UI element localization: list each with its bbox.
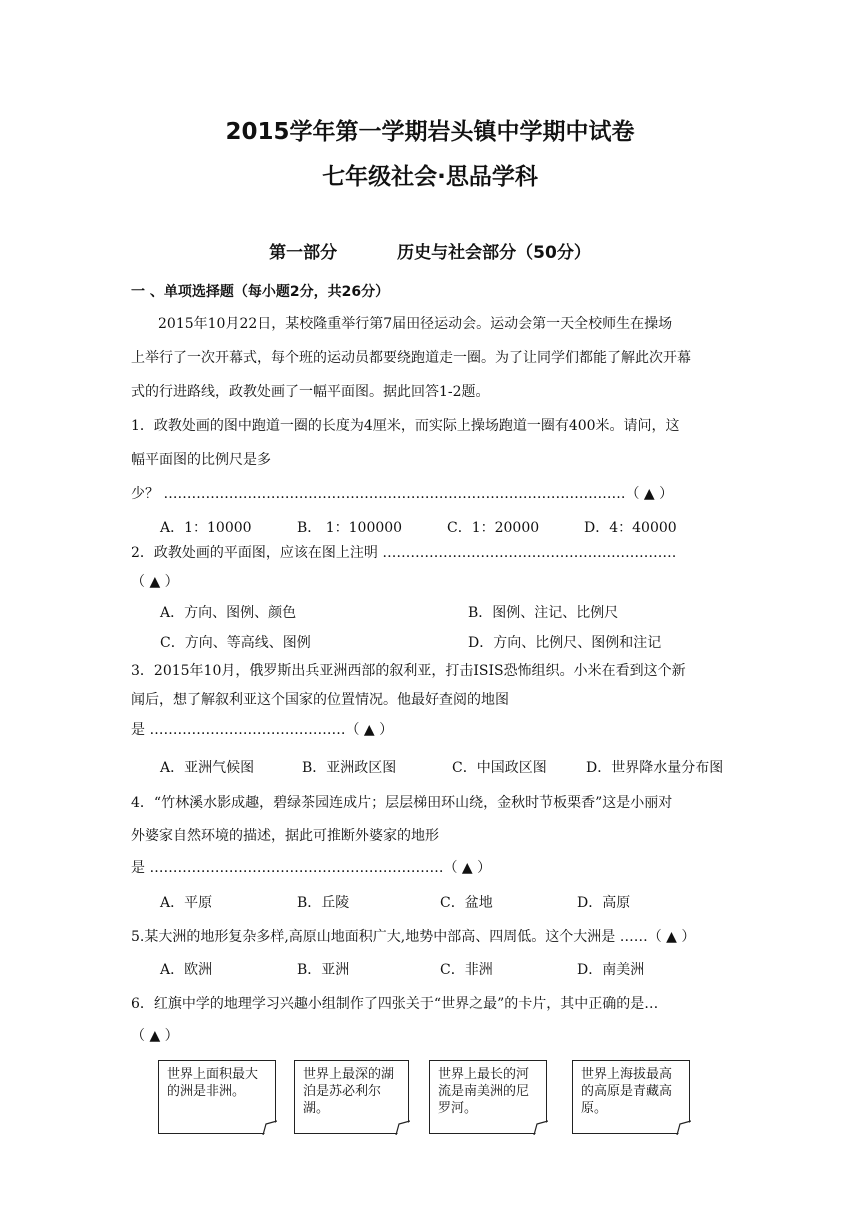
folded-corner-icon (675, 1119, 691, 1135)
question-1-option-b: B． 1：100000 (297, 520, 403, 536)
question-2-line: （ ▲ ） (131, 574, 179, 590)
question-3-option-b: B．亚洲政区图 (302, 760, 397, 776)
question-3-line: 闻后，想了解叙利亚这个国家的位置情况。他最好查阅的地图 (131, 692, 509, 708)
question-5-option-b: B．亚洲 (297, 962, 350, 978)
exam-title: 2015学年第一学期岩头镇中学期中试卷 (225, 119, 635, 145)
question-2-option-c: C．方向、等高线、图例 (160, 635, 311, 651)
question-2-option-a: A．方向、图例、颜色 (160, 605, 297, 621)
question-2-option-d: D．方向、比例尺、图例和注记 (468, 635, 662, 651)
exam-subtitle: 七年级社会·思品学科 (322, 164, 538, 190)
question-3-option-c: C．中国政区图 (452, 760, 547, 776)
question-5-option-c: C．非洲 (440, 962, 493, 978)
question-1-option-a: A．1：10000 (160, 520, 252, 536)
world-fact-card-b (294, 1060, 409, 1134)
question-3-line: 3．2015年10月，俄罗斯出兵亚洲西部的叙利亚，打击ISIS恐怖组织。小米在看到这个新 (131, 663, 686, 679)
question-4-option-a: A．平原 (160, 895, 213, 911)
question-1-line: 少？ ………………………………………………………………………………………（ ▲ ） (131, 486, 674, 502)
question-4-option-c: C．盆地 (440, 895, 493, 911)
question-1-option-c: C．1：20000 (447, 520, 540, 536)
question-4-line: 是 ………………………………………………………（ ▲ ） (131, 860, 492, 876)
part-description: 历史与社会部分（50分） (397, 243, 591, 263)
folded-corner-icon (532, 1119, 548, 1135)
folded-corner-icon (261, 1119, 277, 1135)
question-4-line: 4．“竹林溪水影成趣，碧绿茶园连成片；层层梯田环山绕，金秋时节板栗香”这是小丽对 (131, 795, 673, 811)
question-2-line: 2．政教处画的平面图，应该在图上注明 ……………………………………………………… (131, 545, 677, 561)
question-5-line: 5.某大洲的地形复杂多样,高原山地面积广大,地势中部高、四周低。这个大洲是 ……（ ▲ ） (131, 929, 696, 945)
question-3-option-d: D．世界降水量分布图 (586, 760, 724, 776)
world-fact-card-a (158, 1060, 276, 1134)
question-4-option-b: B．丘陵 (297, 895, 350, 911)
folded-corner-icon (394, 1119, 410, 1135)
card-text: 世界上最深的湖泊是苏必利尔湖。 (303, 1067, 395, 1116)
world-fact-card-c (429, 1060, 547, 1134)
card-text: 世界上海拔最高的高原是青藏高原。 (581, 1067, 673, 1116)
question-4-line: 外婆家自然环境的描述，据此可推断外婆家的地形 (131, 828, 439, 844)
question-1-line: 1．政教处画的图中跑道一圈的长度为4厘米，而实际上操场跑道一圈有400米。请问，这 (131, 418, 680, 434)
question-2-option-b: B．图例、注记、比例尺 (468, 605, 619, 621)
intro-line: 2015年10月22日，某校隆重举行第7届田径运动会。运动会第一天全校师生在操场 (158, 316, 673, 332)
intro-line: 式的行进路线，政教处画了一幅平面图。据此回答1-2题。 (131, 384, 490, 400)
question-6-line: 6．红旗中学的地理学习兴趣小组制作了四张关于“世界之最”的卡片，其中正确的是… (131, 996, 659, 1012)
question-1-line: 幅平面图的比例尺是多 (131, 452, 271, 468)
part-heading (0, 238, 860, 263)
card-text: 世界上面积最大的洲是非洲。 (167, 1067, 259, 1099)
question-3-line: 是 ……………………………………（ ▲ ） (131, 722, 394, 738)
question-6-line: （ ▲ ） (131, 1028, 179, 1044)
question-1-option-d: D．4：40000 (584, 520, 677, 536)
section-heading: 一 、单项选择题（每小题2分，共26分） (131, 284, 390, 300)
part-label: 第一部分 (269, 243, 338, 263)
question-5-option-a: A．欧洲 (160, 962, 213, 978)
intro-line: 上举行了一次开幕式，每个班的运动员都要绕跑道走一圈。为了让同学们都能了解此次开幕 (131, 350, 691, 366)
card-text: 世界上最长的河流是南美洲的尼罗河。 (438, 1067, 530, 1116)
world-fact-card-d (572, 1060, 690, 1134)
question-4-option-d: D．高原 (577, 895, 631, 911)
question-3-option-a: A．亚洲气候图 (160, 760, 255, 776)
question-5-option-d: D．南美洲 (577, 962, 645, 978)
